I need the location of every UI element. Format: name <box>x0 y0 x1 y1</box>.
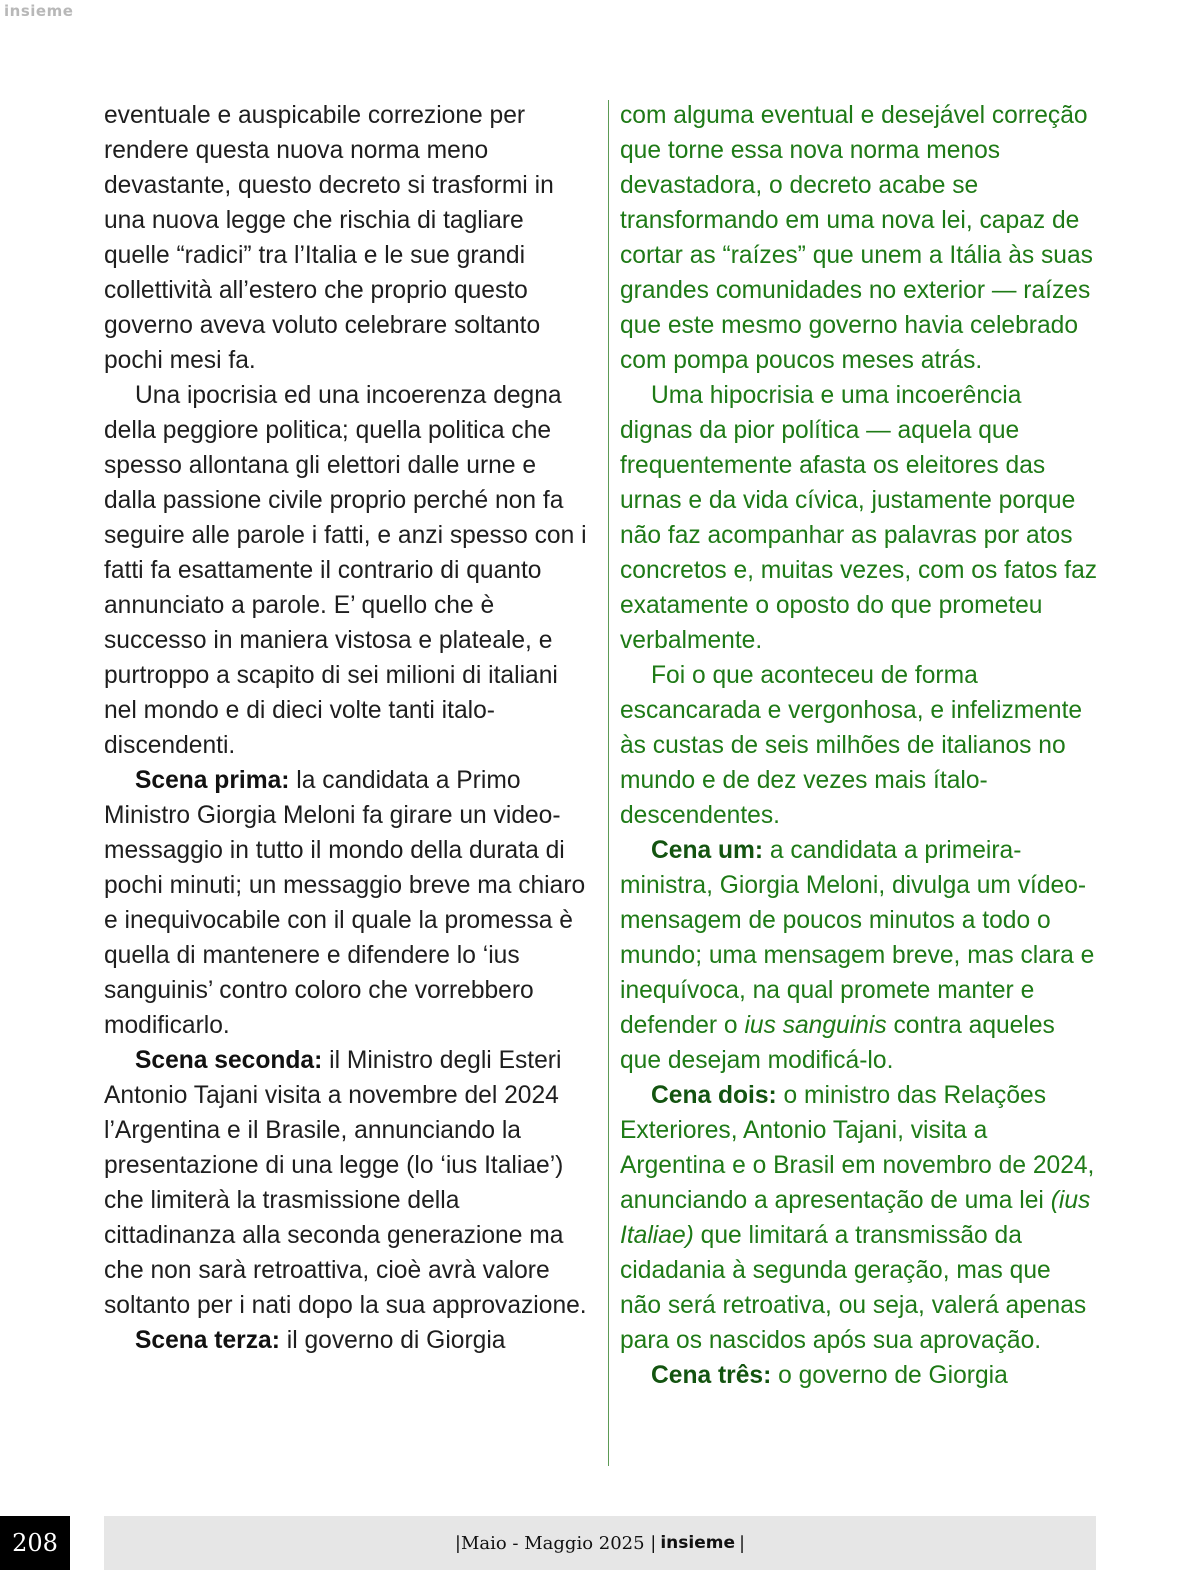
paragraph-text: a candidata a primeira-ministra, Giorgia Meloni, divulga um vídeo-mensagem de poucos minutos a todo o mundo; uma mensagem breve, mas clara e inequívoca, na qual promete manter e defender o <box>620 837 1095 1039</box>
italian-paragraph <box>104 763 588 1043</box>
paragraph-text: il Ministro degli Esteri Antonio Tajani visita a novembre del 2024 l’Argentina e il Brasile, annunciando la presentazione di una legge (lo ‘ius Italiae’) che limiterà la trasmissione della cittadinanza alla seconda generazione ma che non sarà retroattiva, cioè avrà valore soltanto per i nati dopo la sua approvazione. <box>104 1047 587 1319</box>
column-divider <box>608 100 609 1466</box>
italic-term: ius sanguinis <box>744 1012 887 1039</box>
portuguese-paragraph <box>620 1078 1098 1358</box>
masthead-logo: insieme <box>4 2 74 20</box>
scene-heading: Scena prima: <box>135 767 290 794</box>
italian-paragraph <box>104 1043 588 1323</box>
paragraph-text: o ministro das Relações Exteriores, Antonio Tajani, visita a Argentina e o Brasil em novembro de 2024, anunciando a apresentação de uma lei <box>620 1082 1095 1214</box>
portuguese-paragraph: Foi o que aconteceu de forma escancarada e vergonhosa, e infelizmente às custas de seis milhões de italianos no mundo e de dez vezes mais ítalo-descendentes. <box>620 662 1083 829</box>
italic-term: (ius Italiae) <box>620 1187 1091 1249</box>
paragraph-text: contra aqueles que desejam modificá-lo. <box>620 1012 1055 1074</box>
scene-heading: Scena terza: <box>135 1327 280 1354</box>
paragraph-text: o governo de Giorgia <box>771 1362 1008 1389</box>
italian-paragraph: Una ipocrisia ed una incoerenza degna della peggiore politica; quella politica che spesso allontana gli elettori dalle urne e dalla passione civile proprio perché non fa seguire alle parole i fatti, e anzi spesso con i fatti fa esattamente il contrario di quanto annunciato a parole. E’ quello che è successo in maniera vistosa e plateale, e purtroppo a scapito di sei milioni di italiani nel mondo e di dieci volte tanti italo-discendenti. <box>104 382 587 759</box>
footer-issue: |Maio - Maggio 2025 | <box>454 1532 657 1554</box>
footer-bar <box>104 1516 1096 1570</box>
scene-heading: Cena dois: <box>651 1082 777 1109</box>
italian-column <box>104 98 588 1358</box>
portuguese-column <box>620 98 1098 1393</box>
portuguese-paragraph <box>620 1358 1098 1393</box>
italian-paragraph: eventuale e auspicabile correzione per rendere questa nuova norma meno devastante, questo decreto si trasformi in una nuova legge che rischia di tagliare quelle “radici” tra l’Italia e le sue grandi collettività all’estero che proprio questo governo aveva voluto celebrare soltanto pochi mesi fa. <box>104 102 554 374</box>
italian-paragraph <box>104 1323 588 1358</box>
portuguese-paragraph: com alguma eventual e desejável correção que torne essa nova norma menos devastadora, o decreto acabe se transformando em uma nova lei, capaz de cortar as “raízes” que unem a Itália às suas grandes comunidades no exterior — raízes que este mesmo governo havia celebrado com pompa poucos meses atrás. <box>620 102 1093 374</box>
scene-heading: Cena um: <box>651 837 764 864</box>
page-number: 208 <box>0 1516 70 1570</box>
paragraph-text: la candidata a Primo Ministro Giorgia Meloni fa girare un video-messaggio in tutto il mondo della durata di pochi minuti; un messaggio breve ma chiaro e inequivocabile con il quale la promessa è quella di mantenere e difendere lo ‘ius sanguinis’ contro coloro che vorrebbero modificarlo. <box>104 767 586 1039</box>
footer-brand: insieme <box>660 1533 736 1553</box>
paragraph-text: il governo di Giorgia <box>279 1327 506 1354</box>
portuguese-paragraph: Uma hipocrisia e uma incoerência dignas da pior política — aquela que frequentemente afasta os eleitores das urnas e da vida cívica, justamente porque não faz acompanhar as palavras por atos concretos e, muitas vezes, com os fatos faz exatamente o oposto do que prometeu verbalmente. <box>620 382 1098 654</box>
paragraph-text: que limitará a transmissão da cidadania à segunda geração, mas que não será retroativa, ou seja, valerá apenas para os nascidos após sua aprovação. <box>620 1222 1087 1354</box>
portuguese-paragraph <box>620 833 1098 1078</box>
scene-heading: Scena seconda: <box>135 1047 323 1074</box>
footer-end: | <box>739 1532 746 1554</box>
scene-heading: Cena três: <box>651 1362 772 1389</box>
